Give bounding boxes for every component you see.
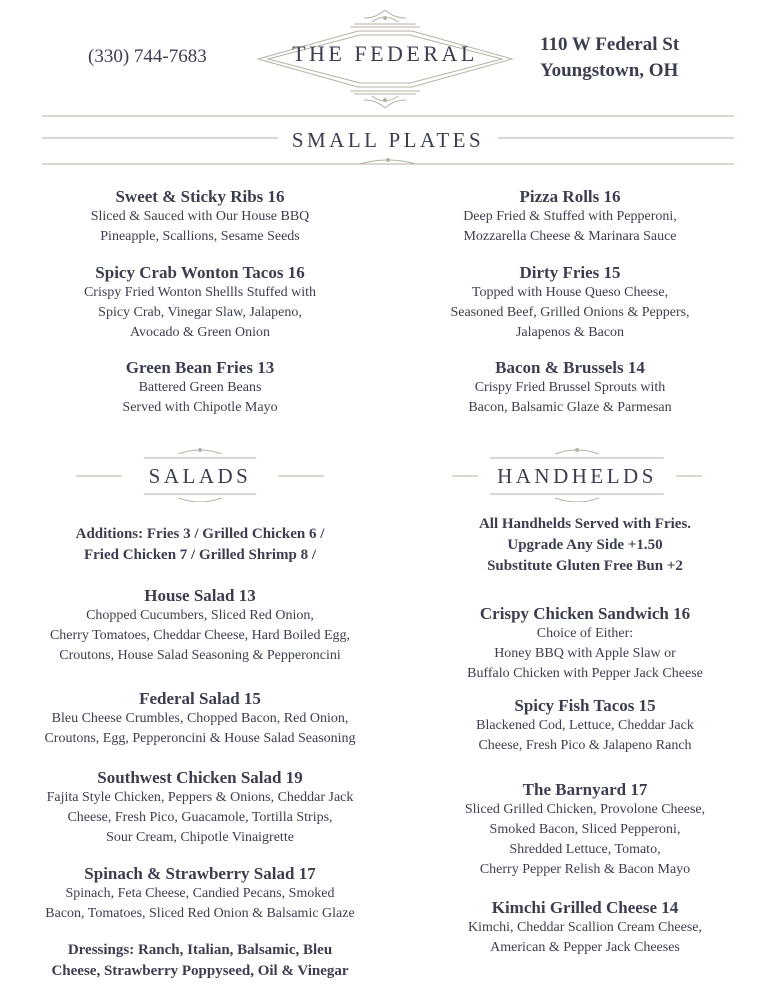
dressings-line: Dressings: Ranch, Italian, Balsamic, Bleu [67,942,333,958]
item-name: Sweet & Sticky Ribs 16 [115,187,285,206]
item-desc-line: Shredded Lettuce, Tomato, [509,842,661,857]
menu-item-southwest-chicken-salad [20,767,380,848]
item-desc-line: Sour Cream, Chipotle Vinaigrette [106,830,294,845]
item-desc-line: Chopped Cucumbers, Sliced Red Onion, [86,608,314,623]
item-desc-line: Honey BBQ with Apple Slaw or [494,646,676,661]
menu-item-bacon-brussels [420,357,720,418]
item-desc-line: Bacon, Tomatoes, Sliced Red Onion & Balsamic Glaze [45,906,355,921]
item-desc-line: Topped with House Queso Cheese, [471,285,669,300]
item-desc-line: Spicy Crab, Vinegar Slaw, Jalapeno, [98,305,302,320]
item-name: Spicy Crab Wonton Tacos 16 [95,263,305,282]
item-desc-line: Mozzarella Cheese & Marinara Sauce [463,229,677,244]
item-desc-line: Spinach, Feta Cheese, Candied Pecans, Smoked [65,886,335,901]
note-line: All Handhelds Served with Fries. [478,516,692,532]
item-name: Federal Salad 15 [139,689,261,708]
item-desc-line: Pineapple, Scallions, Sesame Seeds [100,229,300,244]
address-line-1: 110 W Federal St [540,34,680,55]
item-name: Kimchi Grilled Cheese 14 [491,898,679,917]
salad-additions [30,524,370,566]
item-desc-line: Battered Green Beans [138,380,262,395]
item-desc-line: Buffalo Chicken with Pepper Jack Cheese [467,666,703,681]
item-desc-line: Avocado & Green Onion [129,325,271,340]
address [540,32,679,84]
item-name: Dirty Fries 15 [519,263,621,282]
item-desc-line: Seasoned Beef, Grilled Onions & Peppers, [450,305,690,320]
item-desc-line: Sliced Grilled Chicken, Provolone Cheese, [464,802,706,817]
logo-title: THE FEDERAL [292,41,478,66]
note-line: Upgrade Any Side +1.50 [507,537,663,553]
item-name: Spinach & Strawberry Salad 17 [84,864,316,883]
item-name: Spicy Fish Tacos 15 [514,696,656,715]
item-desc-line: Cheese, Fresh Pico & Jalapeno Ranch [478,738,692,753]
item-desc-line: American & Pepper Jack Cheeses [490,940,680,955]
menu-item-spinach-strawberry-salad [20,863,380,924]
item-name: The Barnyard 17 [522,780,648,799]
phone-number: (330) 744-7683 [88,46,207,67]
item-desc-line: Fajita Style Chicken, Peppers & Onions, Cheddar Jack [46,790,354,805]
salads-title: SALADS [148,464,252,488]
item-desc-line: Croutons, Egg, Pepperoncini & House Salad Seasoning [44,731,356,746]
menu-item-house-salad [20,585,380,666]
item-desc-line: Smoked Bacon, Sliced Pepperoni, [489,822,681,837]
item-desc-line: Cheese, Fresh Pico, Guacamole, Tortilla Strips, [67,810,333,825]
menu-item-sweet-sticky-ribs [50,186,350,247]
item-name: Southwest Chicken Salad 19 [97,768,303,787]
item-name: Bacon & Brussels 14 [495,358,645,377]
additions-line: Additions: Fries 3 / Grilled Chicken 6 / [75,526,325,542]
item-desc-line: Cherry Tomatoes, Cheddar Cheese, Hard Boiled Egg, [49,628,351,643]
item-desc-line: Crispy Fried Wonton Shellls Stuffed with [83,285,317,300]
item-desc-line: Kimchi, Cheddar Scallion Cream Cheese, [467,920,703,935]
dressings-line: Cheese, Strawberry Poppyseed, Oil & Vinegar [51,963,349,979]
item-desc-line: Croutons, House Salad Seasoning & Pepperoncini [59,648,341,663]
address-line-2: Youngstown, OH [540,60,679,81]
item-desc-line: Deep Fried & Stuffed with Pepperoni, [463,209,677,224]
salad-dressings [20,940,380,982]
handhelds-note [420,514,750,577]
menu-item-federal-salad [20,688,380,749]
menu-item-pizza-rolls [420,186,720,247]
item-desc-line: Sliced & Sauced with Our House BBQ [90,209,310,224]
item-name: House Salad 13 [144,586,256,605]
item-desc-line: Choice of Either: [536,626,634,641]
menu-item-crispy-chicken-sandwich [420,603,750,684]
menu-item-spicy-crab-wonton-tacos [50,262,350,343]
item-desc-line: Crispy Fried Brussel Sprouts with [474,380,666,395]
item-desc-line: Bacon, Balsamic Glaze & Parmesan [468,400,672,415]
item-desc-line: Served with Chipotle Mayo [122,400,278,415]
item-desc-line: Cherry Pepper Relish & Bacon Mayo [479,862,691,877]
item-desc-line: Bleu Cheese Crumbles, Chopped Bacon, Red Onion, [51,711,349,726]
note-line: Substitute Gluten Free Bun +2 [487,558,683,574]
item-name: Pizza Rolls 16 [519,187,621,206]
item-desc-line: Jalapenos & Bacon [515,325,625,340]
menu-item-kimchi-grilled-cheese [420,897,750,958]
menu-item-dirty-fries [420,262,720,343]
small-plates-title: SMALL PLATES [291,128,485,152]
menu-item-spicy-fish-tacos [420,695,750,756]
item-name: Crispy Chicken Sandwich 16 [479,604,691,623]
menu-item-green-bean-fries [50,357,350,418]
item-name: Green Bean Fries 13 [125,358,275,377]
menu-item-the-barnyard [420,779,750,880]
additions-line: Fried Chicken 7 / Grilled Shrimp 8 / [83,547,317,563]
item-desc-line: Blackened Cod, Lettuce, Cheddar Jack [476,718,694,733]
handhelds-title: HANDHELDS [497,464,657,488]
